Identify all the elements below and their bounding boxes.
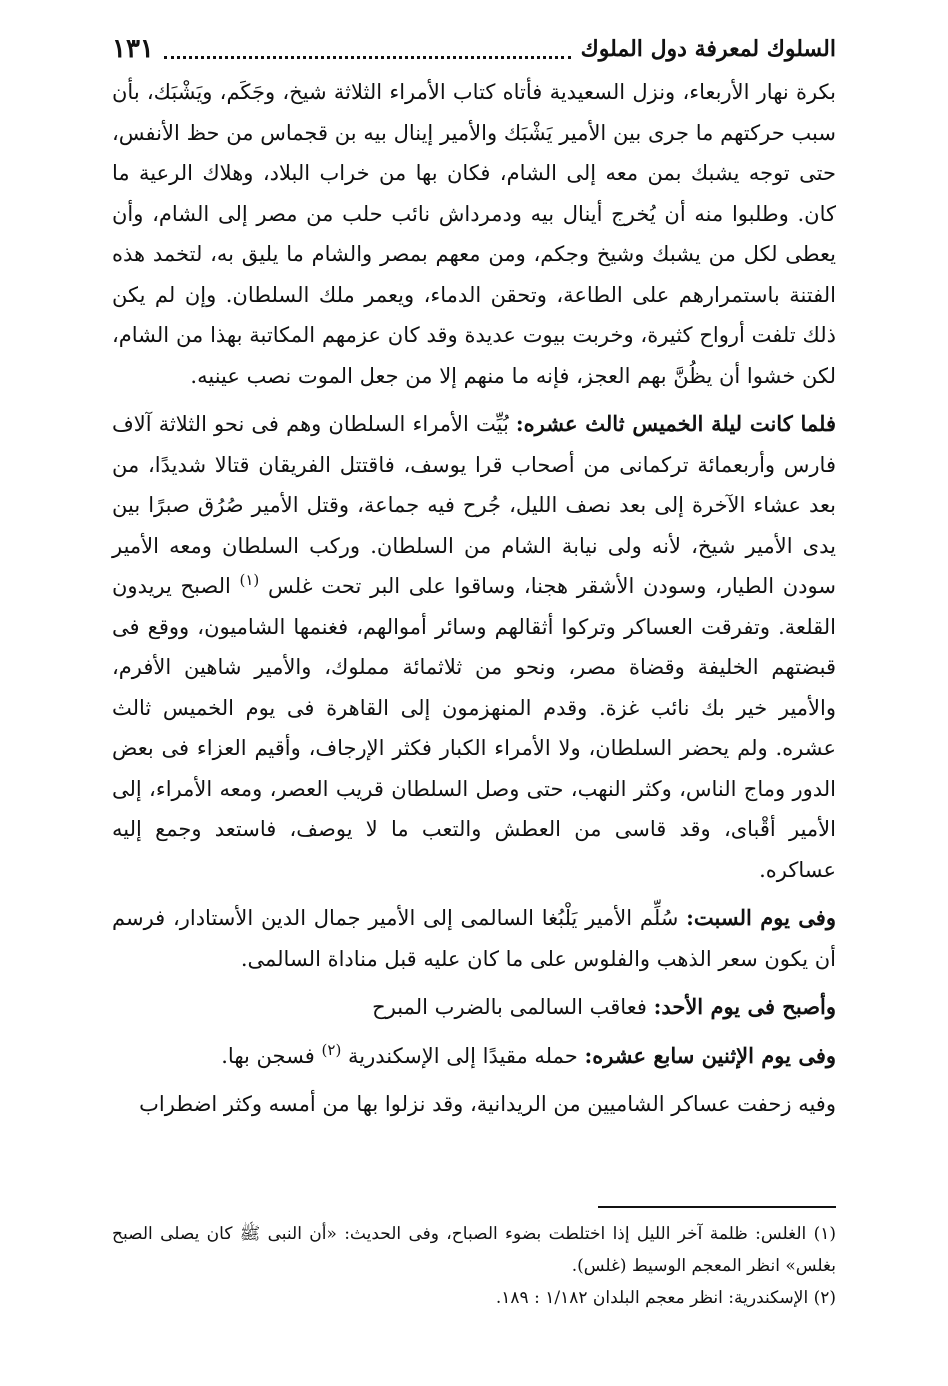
paragraph (112, 898, 836, 979)
paragraph-lead: فلما كانت ليلة الخميس ثالث عشره: (515, 411, 836, 436)
paragraph (112, 1084, 836, 1125)
paragraph (112, 1036, 836, 1077)
page-number: ١٣١ (112, 34, 154, 64)
paragraph-lead: وفى يوم السبت: (686, 905, 836, 930)
paragraph-text: سُلِّم الأمير يَلْبُغا السالمى إلى الأمير جمال الدين الأستادار، فرسم أن يكون سعر الذهب والفلوس على ما كان عليه قبل مناداة السالمى. (112, 906, 836, 971)
paragraph (112, 404, 836, 890)
book-title: السلوك لمعرفة دول الملوك (580, 36, 836, 62)
paragraph-text: حمله مقيدًا إلى الإسكندرية (347, 1043, 585, 1068)
running-header (112, 32, 836, 66)
paragraph-lead: وأصبح فى يوم الأحد: (653, 994, 836, 1019)
paragraph-text: وفيه زحفت عساكر الشاميين من الريدانية، وقد نزلوا بها من أمسه وكثر اضطراب (139, 1092, 836, 1116)
paragraph-text: بُيِّت الأمراء السلطان وهم فى نحو الثلاثة آلاف فارس وأربعمائة تركمانى من أصحاب قرا يوسف، فاقتتل الفريقان قتالا شديدًا، من بعد عشاء الآخرة إلى بعد نصف الليل، جُرح فيه جماعة، وقتل الأمير صُرُق صبرًا بين يدى الأمير شيخ، لأنه ولى نيابة الشام من السلطان. وركب السلطان ومعه الأمير سودن الطيار، وسودن الأشقر هجنا، وساقوا على البر تحت غلس (112, 412, 836, 598)
footnote: (١) الغلس: ظلمة آخر الليل إذا اختلطت بضوء الصباح، وفى الحديث: «أن النبى ﷺ كان يصلى الصبح بغلس» انظر المعجم الوسيط (غلس). (112, 1224, 836, 1276)
footnote-marker[interactable]: (٢) (321, 1040, 342, 1059)
paragraph-text-cont: فسجن بها. (221, 1043, 322, 1068)
paragraph-text: بكرة نهار الأربعاء، ونزل السعيدية فأتاه كتاب الأمراء الثلاثة شيخ، وجَكَم، ويَشْبَك، بأن سبب حركتهم ما جرى بين الأمير يَشْبَك والأمير إينال بيه بن قجماس من حظ الأنفس، حتى توجه يشبك بمن معه إلى الشام، فكان بها من خراب البلاد، وهلاك الرعية ما كان. وطلبوا منه أن يُخرج أينال بيه ودمرداش نائب حلب من مصر إلى الشام، وأن يعطى لكل من يشبك وشيخ وجكم، ومن معهم بمصر والشام ما يليق به، لتخمد هذه الفتنة باستمرارهم على الطاعة، وتحقن الدماء، ويعمر ملك السلطان. وإن لم يكن ذلك تلفت أرواح كثيرة، وخربت بيوت عديدة وقد كان عزمهم المكاتبة بهذا من الشام، لكن خشوا أن يظُنَّ بهم العجز، فإنه ما منهم إلا من جعل الموت نصب عينيه. (112, 80, 836, 388)
paragraph (112, 72, 836, 396)
paragraph-text-cont: الصبح يريدون القلعة. وتفرقت العساكر وتركوا أثقالهم وسائر أموالهم، فغنمها الشاميون، ووقع فى قبضتهم الخليفة وقضاة مصر، ونحو من ثلاثمائة مملوك، والأمير شاهين الأفرم، والأمير خير بك نائب غزة. وقدم المنهزمون إلى القاهرة فى يوم الخميس ثالث عشره. ولم يحضر السلطان، ولا الأمراء الكبار فكثر الإرجاف، وأقيم العزاء فى بعض الدور وماج الناس، وكثر النهب، حتى وصل السلطان قريب العصر، ومعه الأمراء، إلى الأمير أقْباى، وقد قاسى من العطش والتعب ما لا يوصف، فاستعد وجمع إليه عساكره. (112, 574, 836, 882)
paragraph-lead: وفى يوم الإثنين سابع عشره: (584, 1042, 836, 1068)
footnote: (٢) الإسكندرية: انظر معجم البلدان ١/١٨٢ : ١٨٩. (495, 1288, 836, 1308)
header-leader-dots (164, 40, 571, 59)
footnotes (112, 1218, 836, 1314)
paragraph (112, 987, 836, 1028)
main-text (112, 72, 836, 1133)
paragraph-text: فعاقب السالمى بالضرب المبرح (372, 995, 654, 1019)
footnote-marker[interactable]: (١) (239, 571, 260, 589)
footnote-divider (598, 1206, 836, 1208)
